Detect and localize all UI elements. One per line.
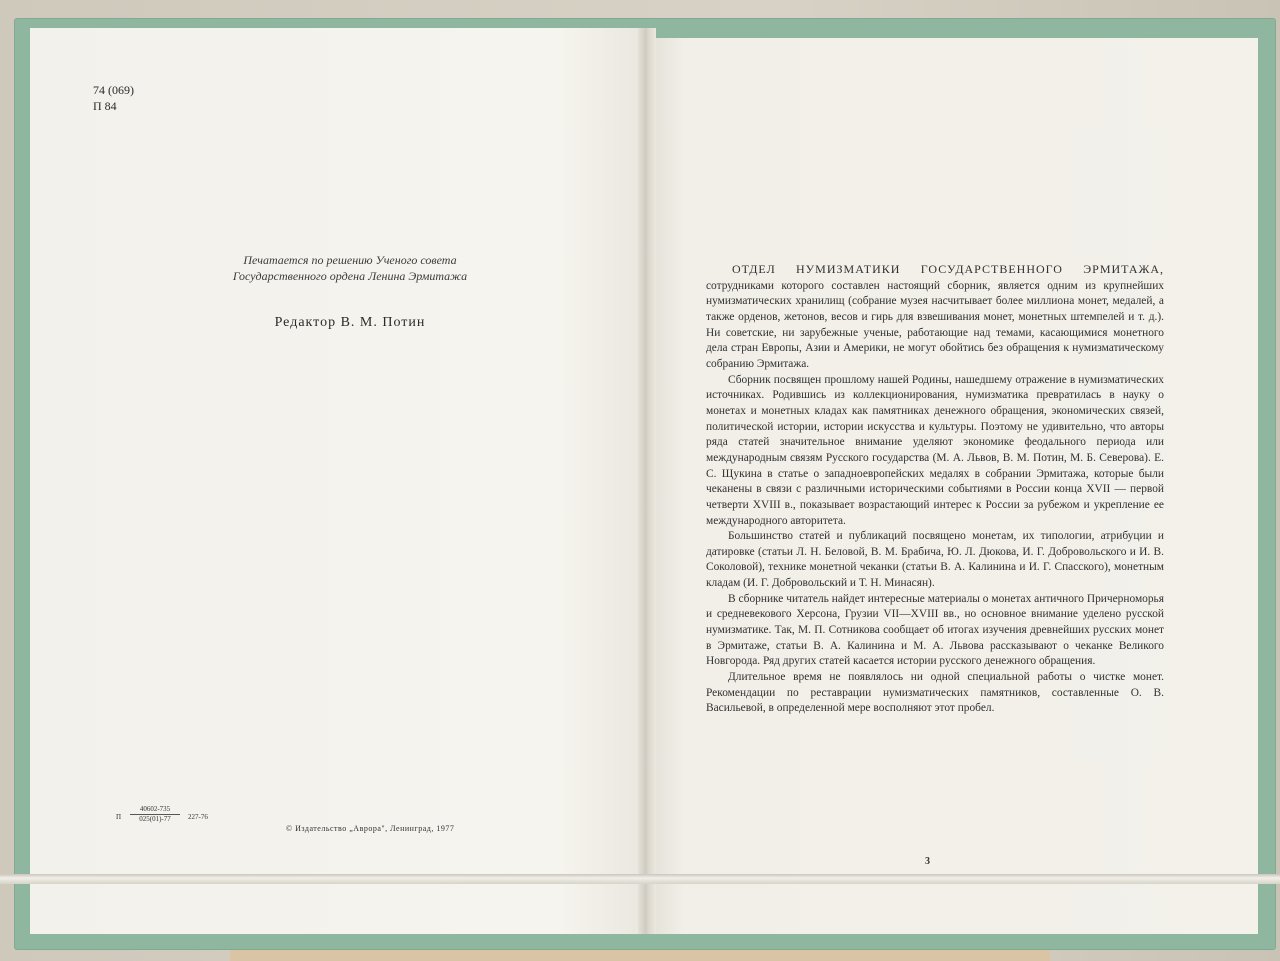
catalog-fraction (130, 805, 180, 824)
catalog-fraction-bottom: 025(01)-77 (139, 815, 171, 823)
paragraph-5: Длительное время не появлялось ни одной специальной работы о чистке монет. Рекомендации по реставрации нумизматических памятников, составленные О. В. Васильевой, в определенной мере восполняют этот пробел. (706, 671, 1164, 715)
publication-notice (150, 252, 550, 284)
holder-band (0, 874, 1280, 884)
paragraph-1-rest: сотрудниками которого составлен настоящий сборник, является одним из крупнейших нумизматических хранилищ (собрание музея насчитывает более миллиона монет, медалей, а также орденов, жетонов, весов и гирь для взвешивания монет, монетных штемпелей и т. д.). Ни советские, ни зарубежные ученые, работающие над темами, касающимися монетного дела стран Европы, Азии и Америки, не могут обойтись без обращения к нумизматическому собранию Эрмитажа. (706, 279, 1164, 370)
notice-line2: Государственного ордена Ленина Эрмитажа (232, 269, 468, 283)
notice-line1: Печатается по решению Ученого совета (243, 253, 457, 267)
preface-text (706, 262, 1164, 717)
paragraph-3: Большинство статей и публикаций посвящено монетам, их типологии, атрибуции и датировке (статьи Л. Н. Беловой, В. М. Брабича, Ю. Л. Дюкова, И. Г. Добровольского и И. В. Соколовой), технике монетной чеканки (статьи В. А. Калинина и И. Г. Спасского), монетным кладам (И. Г. Добровольский и Т. Н. Минасян). (706, 530, 1164, 590)
editor-credit: Редактор В. М. Потин (274, 315, 426, 330)
catalog-tail: 227-76 (188, 813, 208, 821)
copyright-line: © Издательство „Аврора", Ленинград, 1977 (286, 824, 455, 833)
page-number: 3 (925, 856, 930, 867)
paragraph-4: В сборнике читатель найдет интересные материалы о монетах античного Причерноморья и средневекового Херсона, Грузии VII—XVIII вв., но основное внимание уделено русской нумизматике. Так, М. П. Сотникова сообщает об итогах изучения древнейших русских монет в Эрмитаже, статьи В. А. Калинина и М. А. Львова рассказывают о чеканке Великого Новгорода. Ряд других статей касается истории русского денежного обращения. (706, 592, 1164, 668)
class-code-line1: 74 (069) (93, 83, 134, 97)
paragraph-1-caps: ОТДЕЛ НУМИЗМАТИКИ ГОСУДАРСТВЕННОГО ЭРМИТАЖА, (732, 262, 1164, 276)
classification-code (93, 82, 134, 114)
class-code-line2: П 84 (93, 99, 117, 113)
catalog-number: П (116, 813, 122, 821)
left-page (30, 28, 650, 934)
catalog-fraction-top: 40602-735 (130, 805, 180, 815)
catalog-index (116, 805, 236, 831)
book-gutter (638, 28, 656, 934)
paragraph-2: Сборник посвящен прошлому нашей Родины, нашедшему отражение в нумизматических источниках. Родившись из коллекционирования, нумизматика превратилась в науку о монетах и монетных кладах как памятниках денежного обращения, экономических связей, политической истории, истории искусства и культуры. Поэтому не удивительно, что авторы ряда статей значительное внимание уделяют экономике феодального периода или международным связям Русского государства (М. А. Львов, В. М. Потин, М. Б. Северова). Е. С. Щукина в статье о западноевропейских медалях в собрании Эрмитажа, которые были чеканены в связи с различными историческими событиями в России конца XVII — первой четверти XVIII в., показывает возрастающий интерес к России за рубежом и укрепление ее международного авторитета. (706, 373, 1164, 527)
paragraph-1 (706, 262, 1164, 373)
